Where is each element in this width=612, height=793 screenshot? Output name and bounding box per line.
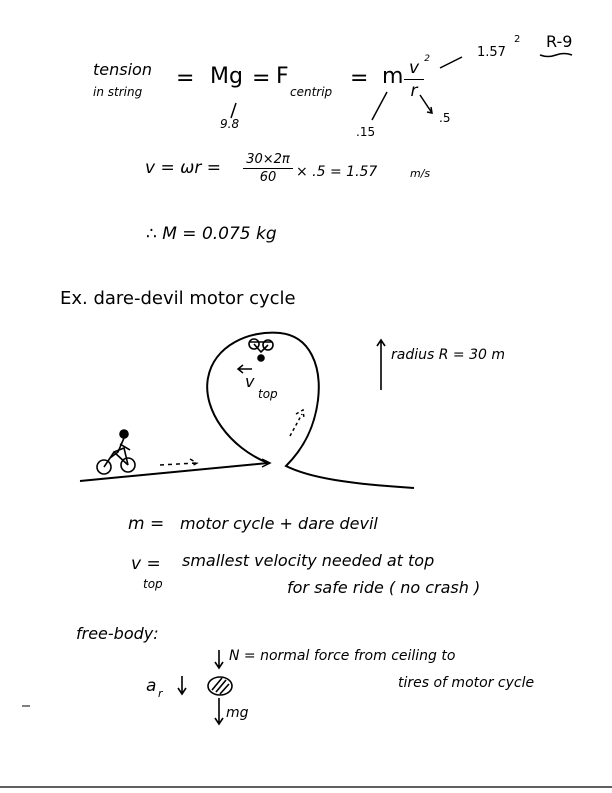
cyclist-figure [97,430,135,474]
equals-3: = [350,66,369,91]
omega-denominator: 60 [259,170,277,185]
pointer-to-m-value [372,92,387,120]
normal-force-label: N = normal force from ceiling to [229,648,456,664]
radius-label: radius R = 30 m [391,347,505,363]
weight-arrow [215,698,223,724]
tension-label: tension [93,60,152,79]
f-subscript: centrip [290,85,333,99]
ar-arrow [178,676,186,694]
v-def-lhs: v = [131,554,161,574]
pointer-to-g-value [231,103,236,118]
ref-underline [540,54,572,57]
ar-subscript: r [158,687,163,700]
free-body-title: free-body: [76,624,159,643]
normal-force-arrow [215,650,223,668]
v-value-exponent: 2 [514,34,521,45]
m-term: m [382,64,404,89]
loop-motion-arrow [290,410,304,436]
equals-2: = [252,66,271,91]
pointer-to-v-value [440,57,462,68]
v-def-line2: for safe ride ( no crash ) [287,578,481,597]
ar-label: a [146,676,157,696]
omega-fraction [243,152,293,185]
example-title: Ex. dare-devil motor cycle [60,288,296,309]
eq2-result: × .5 = 1.57 [296,164,378,180]
m-def-lhs: m = [128,514,165,534]
m-value: .15 [356,125,376,139]
v-top-label: v [245,372,255,391]
mass-result: ∴ M = 0.075 kg [146,224,277,244]
loop-track [80,333,414,488]
g-value: 9.8 [220,117,240,131]
f-centrip-term: F [276,64,289,89]
free-body-object [208,677,232,695]
normal-force-label-2: tires of motor cycle [398,675,535,691]
in-string-label: in string [93,85,143,99]
track-arrow [262,459,270,467]
motion-arrow [160,459,197,467]
v-squared-over-r [404,54,430,101]
v-value: 1.57 [477,45,506,60]
page-reference: R-9 [546,32,573,51]
v-top-subscript: top [258,387,278,401]
v-omega-r: v = ωr = [145,158,221,178]
cyclist-at-top [249,339,273,361]
v-def-line1: smallest velocity needed at top [182,551,435,570]
omega-numerator: 30×2π [246,152,290,167]
mg-term: Mg [210,64,243,89]
v-symbol: v [408,58,420,78]
eq2-unit: m/s [410,167,431,180]
r-symbol: r [410,81,418,101]
radius-arrow [377,340,385,390]
r-value: .5 [439,111,451,125]
v-def-subscript: top [143,577,163,591]
v-exponent: 2 [424,54,430,64]
weight-label: mg [226,705,249,721]
equals-1: = [176,66,195,91]
m-def-rhs: motor cycle + dare devil [180,514,378,533]
